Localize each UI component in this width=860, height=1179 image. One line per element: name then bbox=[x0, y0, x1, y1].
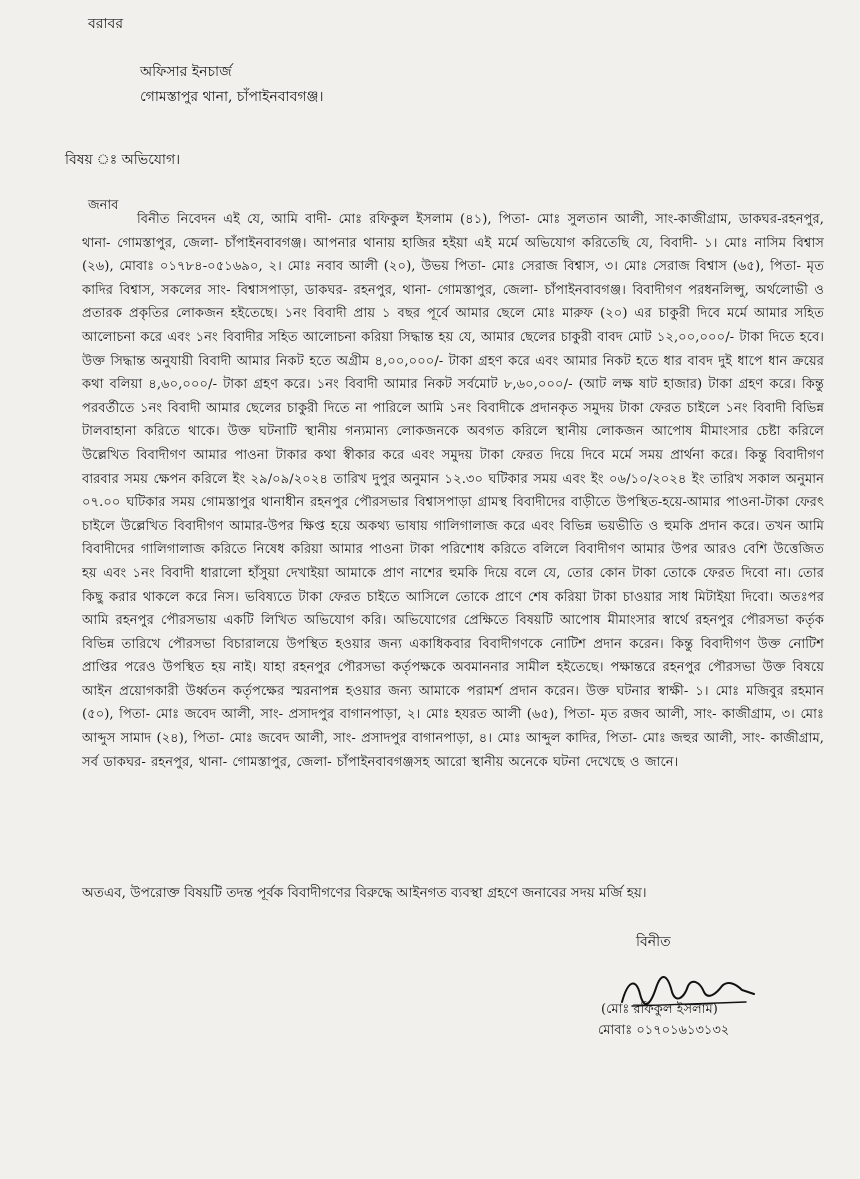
closing-paragraph: অতএব, উপরোক্ত বিষয়টি তদন্ত পূর্বক বিবাদীগণের বিরুদ্ধে আইনগত ব্যবস্থা গ্রহণে জনাবের সদয় মর্জি হয়। bbox=[82, 885, 647, 901]
addressee-intro: বরাবর bbox=[88, 16, 124, 32]
subject-line: বিষয় ঃ অভিযোগ। bbox=[65, 152, 181, 168]
signatory-mobile: মোবাঃ ০১৭০১৬১৩১৩২ bbox=[598, 1023, 730, 1038]
recipient-office: গোমস্তাপুর থানা, চাঁপাইনবাবগঞ্জ। bbox=[140, 89, 324, 105]
recipient-title: অফিসার ইনচার্জ bbox=[140, 64, 232, 80]
letter-body: বিনীত নিবেদন এই যে, আমি বাদী- মোঃ রফিকুল ইসলাম (৪১), পিতা- মোঃ সুলতান আলী, সাং-কাজীগ্রাম, ডাকঘর-রহনপুর, থানা- গোমস্তাপুর, জেলা- চাঁপাইনবাবগঞ্জ। আপনার থানায় হাজির হইয়া এই মর্মে অভিযোগ করিতেছি যে, বিবাদী- ১। মোঃ নাসিম বিশ্বাস (২৬), মোবাঃ ০১৭৮৪-০৫১৬৯০, ২। মোঃ নবাব আলী (২০), উভয় পিতা- মোঃ সেরাজ বিশ্বাস, ৩। মোঃ সেরাজ বিশ্বাস (৬৫), পিতা- মৃত কাদির বিশ্বাস, সকলের সাং- বিশ্বাসপাড়া, ডাকঘর- রহনপুর, থানা- গোমস্তাপুর, জেলা- চাঁপাইনবাবগঞ্জ। বিবাদীগণ পরধনলিপ্সু, অর্থলোভী ও প্রতারক প্রকৃতির লোকজন হইতেছে। ১নং বিবাদী প্রায় ১ বছর পূর্বে আমার ছেলে মোঃ মারুফ (২০) এর চাকুরী দিবে মর্মে আমার সহিত আলোচনা করে এবং ১নং বিবাদীর সহিত আলোচনা করিয়া সিদ্ধান্ত হয় যে, আমার ছেলের চাকুরী বাবদ মোট ১২,০০,০০০/- টাকা দিতে হবে। উক্ত সিদ্ধান্ত অনুযায়ী বিবাদী আমার নিকট হতে অগ্রীম ৪,০০,০০০/- টাকা গ্রহণ করে এবং আমার নিকট হতে ধার বাবদ দুই ধাপে ধান ক্রয়ের কথা বলিয়া ৪,৬০,০০০/- টাকা গ্রহণ করে। ১নং বিবাদী আমার নিকট সর্বমোট ৮,৬০,০০০/- (আট লক্ষ ষাট হাজার) টাকা গ্রহণ করে। কিন্তু পরবর্তীতে ১নং বিবাদী আমার ছেলের চাকুরী দিতে না পারিলে আমি ১নং বিবাদীকে প্রদানকৃত সমুদয় টাকা ফেরত চাইলে ১নং বিবাদী বিভিন্ন টালবাহানা করিতে থাকে। উক্ত ঘটনাটি স্থানীয় গন্যমান্য লোকজনকে অবগত করিলে স্থানীয় লোকজন আপোষ মীমাংসার চেষ্টা করিলে উল্লেখিত বিবাদীগণ আমার পাওনা টাকার কথা স্বীকার করে এবং সমুদয় টাকা ফেরত দিয়ে দিবে মর্মে সময় প্রার্থনা করে। কিন্তু বিবাদীগণ বারবার সময় ক্ষেপন করিলে ইং ২৯/০৯/২০২৪ তারিখ দুপুর অনুমান ১২.৩০ ঘটিকার সময় এবং ইং ০৬/১০/২০২৪ ইং তারিখ সকাল অনুমান ০৭.০০ ঘটিকার সময় গোমস্তাপুর থানাধীন রহনপুর পৌরসভার বিশ্বাসপাড়া গ্রামস্থ বিবাদীদের বাড়ীতে উপস্থিত-হয়ে-আমার পাওনা-টাকা ফেরৎ চাইলে উল্লেখিত বিবাদীগণ আমার-উপর ক্ষিপ্ত হয়ে অকথ্য ভাষায় গালিগালাজ করে এবং বিভিন্ন ভয়ভীতি ও হুমকি প্রদান করে। তখন আমি বিবাদীদের গালিগালাজ করিতে নিষেধ করিয়া আমার পাওনা টাকা পরিশোধ করিতে বলিলে বিবাদীগণ আমার উপর আরও বেশি উত্তেজিত হয় এবং ১নং বিবাদী ধারালো হাঁসুয়া দেখাইয়া আমাকে প্রাণ নাশের হুমকি দিয়ে বলে যে, তোর কোন টাকা তোকে ফেরত দিবো না। তোর কিছু করার থাকলে করে নিস। ভবিষ্যতে টাকা ফেরত চাইতে আসিলে তোকে প্রাণে শেষ করিয়া টাকা চাওয়ার সাধ মিটাইয়া দিবো। অতঃপর আমি রহনপুর পৌরসভায় একটি লিখিত অভিযোগ করি। অভিযোগের প্রেক্ষিতে বিষয়টি আপোষ মীমাংসার স্বার্থে রহনপুর পৌরসভা কর্তৃক বিভিন্ন তারিখে পৌরসভা বিচারালয়ে উপস্থিত হওয়ার জন্য একাধিকবার বিবাদীগণকে নোটিশ প্রদান করেন। কিন্তু বিবাদীগণ উক্ত নোটিশ প্রাপ্তির পরেও উপস্থিত হয় নাই। যাহা রহনপুর পৌরসভা কর্তৃপক্ষকে অবমাননার সামীল হইতেছে। পক্ষান্তরে রহনপুর পৌরসভা উক্ত বিষয়ে আইন প্রয়োগকারী উর্ধ্বতন কর্তৃপক্ষের স্মরনাপন্ন হওয়ার জন্য আমাকে পরামর্শ প্রদান করেন। উক্ত ঘটনার স্বাক্ষী- ১। মোঃ মজিবুর রহমান (৫০), পিতা- মোঃ জবেদ আলী, সাং- প্রসাদপুর বাগানপাড়া, ২। মোঃ হযরত আলী (৬৫), পিতা- মৃত রজব আলী, সাং- কাজীগ্রাম, ৩। মোঃ আব্দুস সামাদ (২৪), পিতা- মোঃ জবেদ আলী, সাং- প্রসাদপুর বাগানপাড়া, ৪। মোঃ আব্দুল কাদির, পিতা- মোঃ জহুর আলী, সাং- কাজীগ্রাম, সর্ব ডাকঘর- রহনপুর, থানা- গোমস্তাপুর, জেলা- চাঁপাইনবাবগঞ্জসহ আরো স্থানীয় অনেকে ঘটনা দেখেছে ও জানে। bbox=[82, 212, 824, 770]
signatory-name: (মোঃ রফিকুল ইসলাম) bbox=[601, 1002, 718, 1017]
salutation: জনাব bbox=[88, 198, 119, 213]
yours-faithfully: বিনীত bbox=[636, 934, 671, 950]
